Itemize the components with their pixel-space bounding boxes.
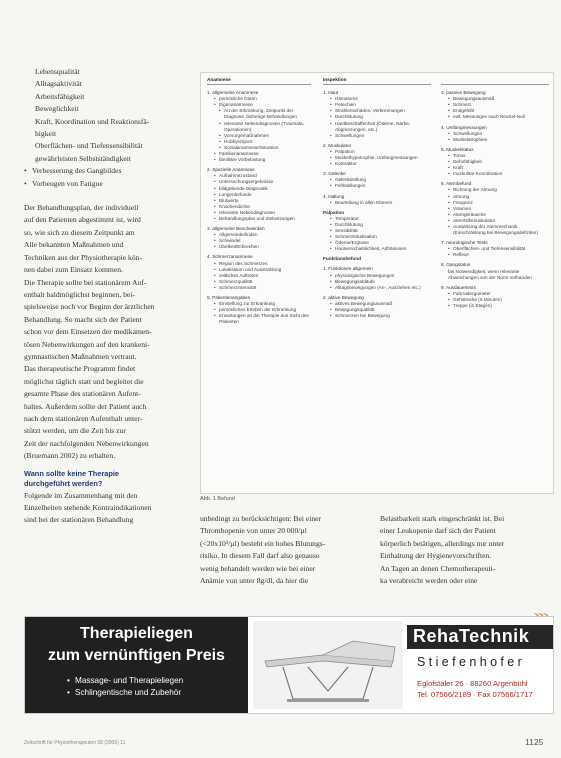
text-line: körperlich betätigen, allerdings nur unter: [380, 538, 505, 548]
figure-section: [323, 210, 431, 253]
ad-left-panel: [25, 617, 248, 713]
figure-list-item: • Durchblutung: [330, 222, 431, 228]
figure-list-item: • Familienanamnese: [214, 151, 311, 157]
figure-section: [207, 254, 311, 291]
section-title: 9. Ausdauertests: [441, 284, 476, 290]
list-item: • Vorbeugen von Fatigue: [24, 178, 196, 190]
figure-list-item: • Muskelhypotrophie, Umfangmessungen: [330, 155, 431, 161]
goal-sub-list: [24, 66, 196, 165]
figure-column-header: [441, 77, 549, 85]
figure-list-item: • Auswirkung der Atemmechanik (Einschränkung bei Bewegungsdefiziten): [448, 224, 549, 236]
figure-list-item: • Schmerzen bei Bewegung: [330, 313, 431, 319]
text-line: so, wie sich zu diesem Zeitpunkt am: [24, 227, 135, 237]
figure-list-item: • Atemgeräusche: [448, 212, 549, 218]
list-item: • Verbesserung des Gangbildes: [24, 165, 196, 177]
list-item: • Massage- und Therapieliegen: [67, 675, 183, 687]
section-title: 3. passive Bewegung: [441, 90, 486, 96]
figure-list-item: • Schmerzlokalisation: [330, 234, 431, 240]
section-title: 1. Haut: [323, 90, 339, 96]
figure-section: [441, 262, 549, 280]
figure-list-item: • Fahrradergometer: [448, 291, 549, 297]
figure-section: [323, 90, 431, 139]
text-line: enthalt baldmöglichst beginnen, bei-: [24, 289, 135, 299]
figure-list-item: • physiologische Bewegungen: [330, 273, 431, 279]
figure-list-item: • aktives Bewegungsausmaß: [330, 301, 431, 307]
phone: Tel. 07566/2189 · Fax 07566/1717: [417, 689, 533, 699]
figure-list-item: • Blutwerte: [214, 198, 311, 204]
figure-column-header: Anamnese: [207, 77, 311, 85]
section-title: 1. allgemeine Anamnese: [207, 90, 259, 96]
text-line: gymnastischen Maßnahmen vertraut.: [24, 351, 137, 361]
text-line: unbedingt zu berücksichtigen: Bei einer: [200, 514, 322, 523]
figure-list-item: • Tonus: [448, 153, 549, 159]
figure-list-item: • Sensibilität: [330, 228, 431, 234]
figure-list-item: • Hämatome: [330, 96, 431, 102]
text-line: Das therapeutische Programm findet: [24, 364, 136, 374]
figure-list-item: • Kontraktur: [330, 161, 431, 167]
figure-list-item: • Beurteilung in allen Ebenen: [330, 200, 431, 206]
left-column: [24, 66, 196, 527]
figure-list-item: • Volumen: [448, 206, 549, 212]
heading-line: durchgeführt werden?: [24, 479, 103, 489]
section-heading: [24, 469, 196, 490]
heading-line: Wann sollte keine Therapie: [24, 468, 120, 478]
figure-list-item: • bildgebende Diagnostik: [214, 186, 311, 192]
text-line: nach dem stationären Aufenthalt unter-: [24, 413, 143, 423]
figure-list-item: • Atemhilfsmuskulatur: [448, 218, 549, 224]
text-line: möglichst täglich statt und begleitet die: [24, 376, 144, 386]
text-line: Der Behandlungsplan, der individuell: [24, 203, 139, 213]
figure-section: [323, 266, 431, 290]
figure-list-item: • Knochendichte: [214, 204, 311, 210]
figure-list-item: • Lungenbefunde: [214, 192, 311, 198]
text-line: Alle bekannten Maßnahmen und: [24, 240, 124, 250]
text-line: Einzelheiten stehende Kontraindikationen: [24, 503, 152, 512]
figure-caption: Abb. 1 Befund: [200, 496, 235, 502]
text-line: einer Leukopenie darf sich der Patient: [380, 526, 496, 536]
figure-list-item: • Atmung: [448, 194, 549, 200]
figure-list-item: • zeitliches Auftreten: [214, 273, 311, 279]
figure-section: [323, 256, 431, 262]
text-line: Die Therapie sollte bei stationärem Auf-: [24, 277, 147, 287]
company-logo: RehaTechnik: [413, 626, 530, 646]
text-line: Behandlung. So macht sich der Patient: [24, 314, 142, 324]
figure-list-item: • Hautbeschaffenheit (Ödeme, Narbe, Abgrenzungen, etc.): [330, 121, 431, 133]
figure-list-item: • Region des Schmerzes: [214, 261, 311, 267]
figure-list-item: • Alltagsbewegungen (An-, Ausziehen etc.): [330, 285, 431, 291]
figure-list-item: • muskuläre Koordination: [448, 171, 549, 177]
figure-list-item: • persönliche Daten: [214, 96, 311, 102]
text-line: Anämie von unter 8g/dl, da hier die: [200, 576, 309, 586]
figure-list-item: • Hautverschieblichkeit, Adhäsionen: [330, 246, 431, 252]
figure-list-item: • Schwellungen: [448, 131, 549, 137]
figure-list-item: • Endgefühl: [448, 108, 549, 114]
figure-section: [207, 295, 311, 325]
figure-list-item: • Dehnfähigkeit: [448, 159, 549, 165]
figure-list-item: • Eigenanamnese: [214, 102, 311, 108]
figure-list-item: • Erwartungen an die Therapie aus Sicht des Patienten: [214, 313, 311, 325]
text-line: An Tagen an denen Chemotherapeuti-: [380, 563, 496, 573]
text-line: (Bruemann 2002) zu erhalten.: [24, 451, 116, 461]
figure-list-item: • Schwindel: [214, 238, 311, 244]
paragraph-treatment-plan: [24, 202, 196, 276]
list-item: higkeit: [35, 129, 57, 139]
figure-list-item: • Behandlungsplan und Zielsetzungen: [214, 216, 311, 222]
figure-list-item: • Bewegungsqualität: [330, 307, 431, 313]
figure-section: [441, 181, 549, 236]
figure-list-item: • Schwellungen: [330, 133, 431, 139]
figure-list-item: • Gelenkstellung: [330, 177, 431, 183]
section-title: 2. Muskulatur: [323, 142, 352, 148]
figure-list-item: • Gehstrecke (6 Minuten): [448, 297, 549, 303]
middle-column: [200, 513, 365, 587]
section-title: 3. allgemeine Beschwerden: [207, 226, 265, 232]
journal-reference: Zeitschrift für Physiotherapeuten 58 (2006) 11: [24, 740, 126, 746]
text-line: haltes. Außerdem sollte der Patient auch: [24, 401, 147, 411]
text-line: tösen Nebenwirkungen auf den krankeni-: [24, 339, 150, 349]
list-item: Lebensqualität: [35, 67, 80, 76]
figure-list-item: • relevante Nebendiagnosen (Traumata, Operationen): [219, 121, 311, 133]
section-title: 2. aktive Bewegung: [323, 294, 364, 300]
figure-list-item: • Frequenz: [448, 200, 549, 206]
figure-list-item: • Schmerzqualität: [214, 279, 311, 285]
text-line: spielsweise noch vor Beginn der ärztlichen: [24, 302, 155, 312]
company-contact: [417, 679, 533, 700]
ad-headline: Therapieliegen: [80, 625, 193, 642]
text-line: Zeit der nachfolgenden Nebenwirkungen: [24, 438, 149, 448]
section-title: 5. Patientenangaben: [207, 295, 251, 300]
section-title: 1. Funktionen allgemein: [323, 266, 373, 272]
section-title: 5. Muskelstatus: [441, 146, 474, 152]
figure-list-item: • Oberflächen- und Tiefensensibilität: [448, 246, 549, 252]
ad-headline: zum vernünftigen Preis: [48, 647, 225, 664]
figure-list-item: • Kraft: [448, 165, 549, 171]
figure-list-item: • Durchblutung: [330, 114, 431, 120]
figure-section: [441, 90, 549, 120]
page-number: 1125: [525, 737, 544, 747]
text-line: nen dabei zum Einsatz kommen.: [24, 265, 123, 275]
figure-list-item: • Schmerzintensität: [214, 285, 311, 291]
paragraph-therapy-start: [24, 277, 196, 364]
text-line: Belastbarkeit stark eingeschränkt ist. Bei: [380, 514, 505, 523]
figure-section: [323, 194, 431, 206]
section-title: 8. Gangstatus: [441, 262, 471, 268]
text-line: wenig behandelt werden wie bei einer: [200, 563, 316, 573]
section-title: 4. Haltung: [323, 193, 345, 199]
figure-section: [207, 167, 311, 222]
paragraph-program: [24, 363, 196, 462]
text-line: (<20x10³/µl) besteht ein hohes Blutungs-: [200, 538, 326, 548]
text-line: risiko. In diesem Fall darf also genauso: [200, 551, 320, 561]
findings-figure: [200, 72, 554, 494]
figure-column-header: Inspektion: [323, 77, 431, 85]
text-line: Techniken aus der Physiotherapie kön-: [24, 252, 142, 262]
text-line: gesamte Phase des stationären Aufent-: [24, 389, 141, 399]
list-item: Kraft, Koordination und Reaktionsfä-: [35, 116, 150, 126]
address: Eglofstaler 26 · 88260 Argenbühl: [417, 679, 528, 688]
figure-list-item: • Strahlenschäden, Verbrennungen: [330, 108, 431, 114]
section-title: 2. Spezielle Anamnese: [207, 167, 255, 173]
text-line: sind bei der stationären Behandlung: [24, 515, 134, 525]
figure-section: [323, 295, 431, 319]
list-item: • Schlingentische und Zubehör: [67, 687, 183, 699]
list-item: Alltagsaktivität: [35, 79, 82, 89]
section-text: bei Notwendigkeit, wenn relevante Abweichungen von der Norm vorhanden: [448, 268, 532, 280]
figure-list-item: • Bewegungsausmaß: [448, 96, 549, 102]
text-line: Thrombopenie von unter 20 000/µl: [200, 526, 307, 536]
figure-list-item: • Treppe (in Etagen): [448, 303, 549, 309]
section-title: Palpation: [323, 209, 345, 215]
figure-section: [441, 240, 549, 258]
figure-section: [323, 143, 431, 167]
figure-column-anamnese: [207, 77, 311, 329]
figure-list-item: • Einstellung zur Erkrankung: [214, 301, 311, 307]
figure-list-item: • Ödeme/Ergüsse: [330, 240, 431, 246]
figure-column-inspektion: [323, 77, 431, 323]
figure-list-item: • relevante Nebendiagnosen: [214, 210, 311, 216]
company-name: Stiefenhofer: [417, 655, 526, 669]
figure-list-item: • Aufnahmezustand: [214, 173, 311, 179]
figure-section: [207, 90, 311, 163]
figure-section: [441, 285, 549, 309]
right-column: [380, 513, 548, 587]
figure-list-item: • Petechien: [330, 102, 431, 108]
section-title: Funktionsbefund: [323, 256, 362, 262]
figure-list-item: • Reflexe: [448, 252, 549, 258]
figure-list-item: • Richtung der Atmung: [448, 187, 549, 193]
figure-list-item: • Übelkeit/Erbrechen: [214, 244, 311, 250]
figure-list-item: • Lokalisation und Ausstrahlung: [214, 267, 311, 273]
text-line: Einhaltung der Hygienevorschriften.: [380, 551, 492, 561]
figure-list-item: • Allgemeinbefinden: [214, 232, 311, 238]
figure-list-item: • familiäre Vorbelastung: [214, 157, 311, 163]
goal-bullets: [24, 165, 196, 190]
figure-list-item: • Temperatur: [330, 216, 431, 222]
advertisement[interactable]: [24, 616, 554, 714]
list-item: Oberflächen- und Tiefensensibilität: [35, 141, 143, 151]
text-line: auf den Patienten abgestimmt ist, wird: [24, 215, 141, 225]
figure-list-item: • evtl. Messungen nach Neutral-Null: [448, 114, 549, 120]
figure-list-item: • Muskelatrophien: [448, 137, 549, 143]
figure-list-item: • Art der Erkrankung, Zeitpunkt der Diagnose, bisherige Behandlungen: [219, 108, 311, 120]
figure-list-item: • Fehlstellungen: [330, 183, 431, 189]
section-title: 7. neurologische Tests: [441, 240, 488, 246]
list-item: Beweglichkeit: [35, 104, 79, 114]
figure-list-item: • Sozialanamnese/Situation: [219, 145, 311, 151]
figure-section: [441, 125, 549, 143]
therapy-table-image: [253, 621, 403, 709]
text-line: schon vor dem Einsetzen der medikamen-: [24, 327, 152, 337]
figure-section: [441, 147, 549, 177]
text-line: Folgende im Zusammenhang mit den: [24, 490, 138, 500]
ad-bullets: [67, 675, 183, 699]
list-item: Arbeitsfähigkeit: [35, 91, 85, 101]
section-title: 4. Schmerzanamnese: [207, 254, 253, 260]
section-title: 6. Atembefund: [441, 181, 472, 187]
text-line: stützt werden, um die Zeit bis zur: [24, 426, 126, 436]
section-title: 3. Gelenke: [323, 171, 346, 177]
figure-section: [207, 226, 311, 250]
section-title: 4. Umfangmessungen: [441, 124, 487, 130]
figure-list-item: • Palpation: [330, 149, 431, 155]
list-item: gewährleisten Selbstständigkeit: [35, 153, 131, 163]
text-line: ka verabreicht werden oder eine: [380, 576, 478, 586]
figure-list-item: • Bewegungsabläufe: [330, 279, 431, 285]
figure-column-funktion: [441, 77, 549, 313]
figure-list-item: • Hobbys/Sport: [219, 139, 311, 145]
figure-list-item: • Schmerz: [448, 102, 549, 108]
figure-list-item: • Vorsorgemaßnahmen: [219, 133, 311, 139]
figure-list-item: • persönliches Erleben der Erkrankung: [214, 307, 311, 313]
figure-section: [323, 171, 431, 189]
figure-list-item: • Untersuchungsergebnisse: [214, 179, 311, 185]
paragraph-contraindications: [24, 490, 196, 527]
